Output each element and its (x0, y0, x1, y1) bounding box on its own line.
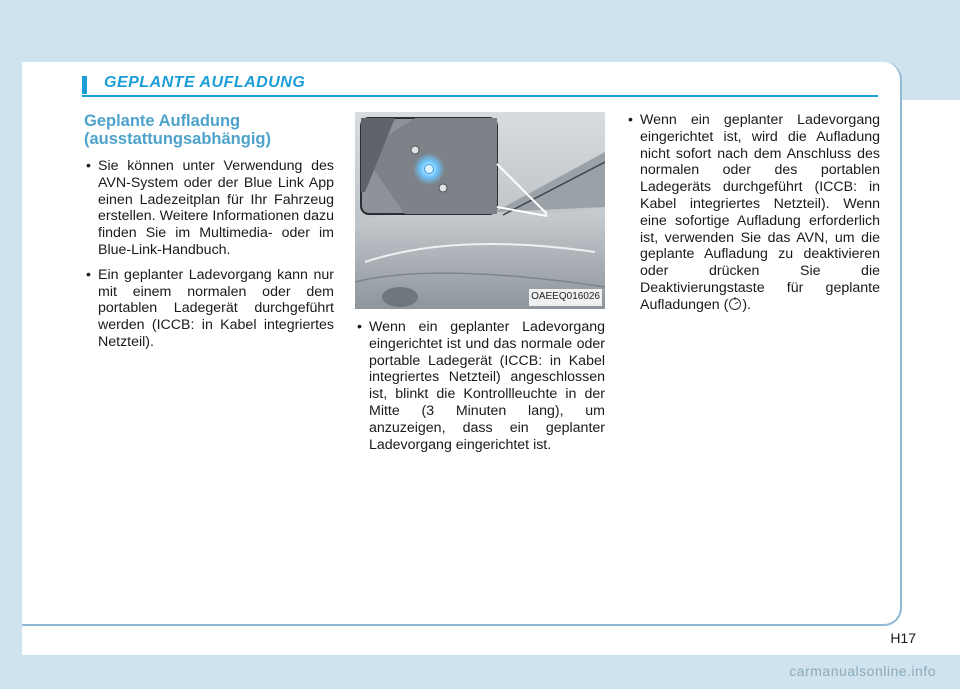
bullet-item: • Sie können unter Verwendung des AVN-System oder der Blue Link App einen Ladezeitplan für Ihr Fahrzeug erstellen. Weitere Informationen dazu finden Sie im Multimedia- oder im Blue-Link-Handbuch. (84, 158, 334, 259)
figure-code: OAEEQ016026 (529, 289, 602, 306)
page-number: H17 (890, 630, 916, 646)
car-hood-illustration (355, 112, 605, 309)
footer-watermark: carmanualsonline.info (789, 663, 936, 679)
footer-band (0, 655, 960, 689)
column-1 (84, 112, 334, 359)
bullet-list-1 (84, 158, 334, 351)
bullet-item (626, 112, 880, 314)
section-title: GEPLANTE AUFLADUNG (104, 74, 306, 91)
bullet-item: • Ein geplanter Ladevorgang kann nur mit einem normalen oder dem portablen Ladegerät durchgeführt werden (ICCB: in Kabel integriertes Netzteil). (84, 267, 334, 351)
scheduled-charging-off-icon (728, 297, 742, 311)
left-band (0, 0, 22, 689)
section-header (82, 74, 878, 96)
bullet-item: • Wenn ein geplanter Ladevorgang eingerichtet ist und das normale oder portable Ladegerät (ICCB: in Kabel integriertes Netzteil) angeschlossen ist, blinkt die Kontrollleuchte in der Mitte (3 Minuten lang), um anzuzeigen, dass ein geplanter Ladevorgang eingerichtet ist. (355, 319, 605, 453)
section-rule (82, 95, 878, 97)
bullet-list-2 (355, 319, 605, 453)
bullet-list-3 (626, 112, 880, 314)
bullet-text-end: ). (742, 296, 752, 313)
bullet-text: Wenn ein geplanter Ladevorgang eingerichtet ist, wird die Aufladung nicht sofort nach dem Anschluss des normalen oder des portablen Ladegeräts durchgeführt (ICCB: in Kabel integriertes Netzteil). Wenn eine sofortige Aufladung erforderlich ist, verwenden Sie das AVN, um die geplante Aufladung zu deaktivieren oder drücken Sie die Deaktivierungstaste für geplante Aufladungen ( (640, 112, 880, 313)
section-bar (82, 76, 87, 94)
subheading: Geplante Aufladung (ausstattungsabhängig) (84, 112, 272, 148)
column-2 (355, 112, 605, 461)
charging-indicator-figure (355, 112, 605, 309)
column-3 (626, 112, 880, 322)
